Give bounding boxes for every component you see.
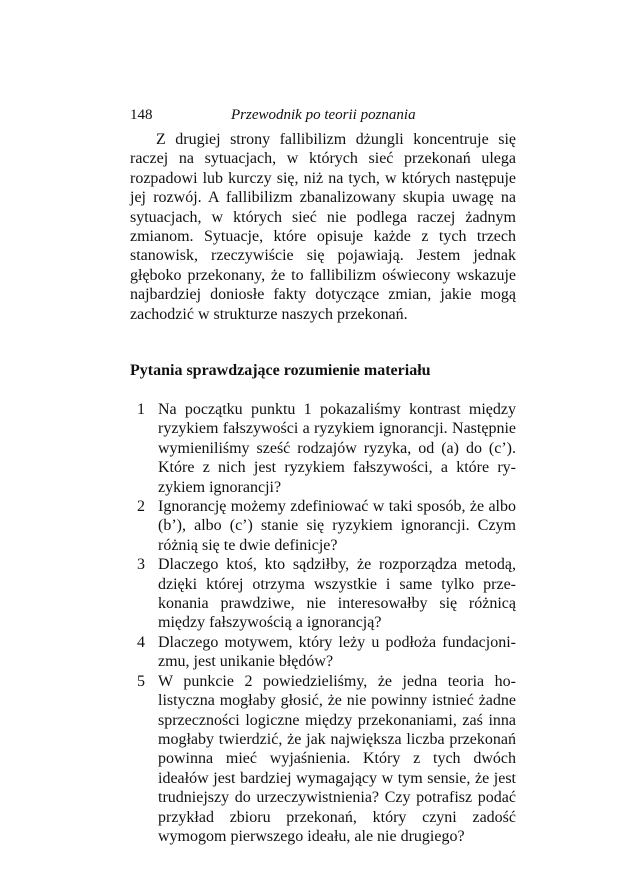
question-text: Ignorancję możemy zdefiniować w taki sposób, że albo (b’), albo (c’) stanie się ryzykiem ignorancji. Czym różnią się te dwie definicje?	[158, 498, 516, 554]
question-number: 3	[137, 556, 145, 574]
question-item	[130, 633, 516, 672]
question-item	[130, 555, 516, 633]
question-number: 2	[137, 498, 145, 516]
running-head	[130, 106, 516, 124]
question-number: 4	[137, 633, 145, 651]
question-item	[130, 672, 516, 847]
question-text: Dlaczego motywem, który leży u podłoża fundacjonizmu, jest unikanie błędów?	[158, 633, 516, 671]
question-text: W punkcie 2 powiedzieliśmy, że jedna teoria holistyczna mogłaby głosić, że nie powinny istnieć żadne sprzeczności logiczne między przekonaniami, zaś inna mogłaby twierdzić, że jak największa liczba przekonań powinna mieć wyjaśnienia. Który z tych dwóch ideałów jest bardziej wymagający w tym sensie, że jest trudniejszy do urzeczywistnienia? Czy potrafisz podać przykład zbioru przekonań, który czyni zadość wymogom pierwszego ideału, ale nie drugiego?	[158, 672, 516, 845]
question-number: 1	[137, 401, 145, 418]
question-number: 5	[137, 672, 145, 690]
page-number: 148	[130, 107, 153, 123]
question-list	[130, 400, 516, 846]
question-item	[130, 400, 516, 497]
section-heading: Pytania sprawdzające rozumienie materiału	[130, 362, 431, 379]
question-item	[130, 497, 516, 555]
running-title: Przewodnik po teorii poznania	[231, 107, 416, 123]
question-text: Na początku punktu 1 pokazaliśmy kontrast między ryzykiem fałszywości a ryzykiem ignorancji. Następnie wymieniliśmy sześć rodzajów ryzyka, od (a) do (c’). Które z nich jest ryzykiem fałszywości, a które ryzykiem ignorancji?	[158, 401, 516, 496]
question-text: Dlaczego ktoś, kto sądziłby, że rozporządza metodą, dzięki której otrzyma wszystkie i same tylko przekonania prawdziwe, nie interesowałby się różnicą między fałszywością a ignorancją?	[158, 556, 516, 632]
body-paragraph: Z drugiej strony fallibilizm dżungli koncentruje się raczej na sytuacjach, w których sieć przekonań ulega rozpadowi lub kurczy się, niż na tych, w których następuje jej rozwój. A fallibilizm zbanalizowany skupia uwagę na sytuacjach, w których sieć nie podlega raczej żadnym zmianom. Sytuacje, które opisuje każde z tych trzech stanowisk, rzeczywiście się pojawiają. Jestem jednak głęboko przekonany, że to fallibilizm oświecony wskazuje najbardziej doniosłe fakty dotyczące zmian, jakie mogą zachodzić w strukturze naszych przekonań.	[130, 131, 516, 323]
